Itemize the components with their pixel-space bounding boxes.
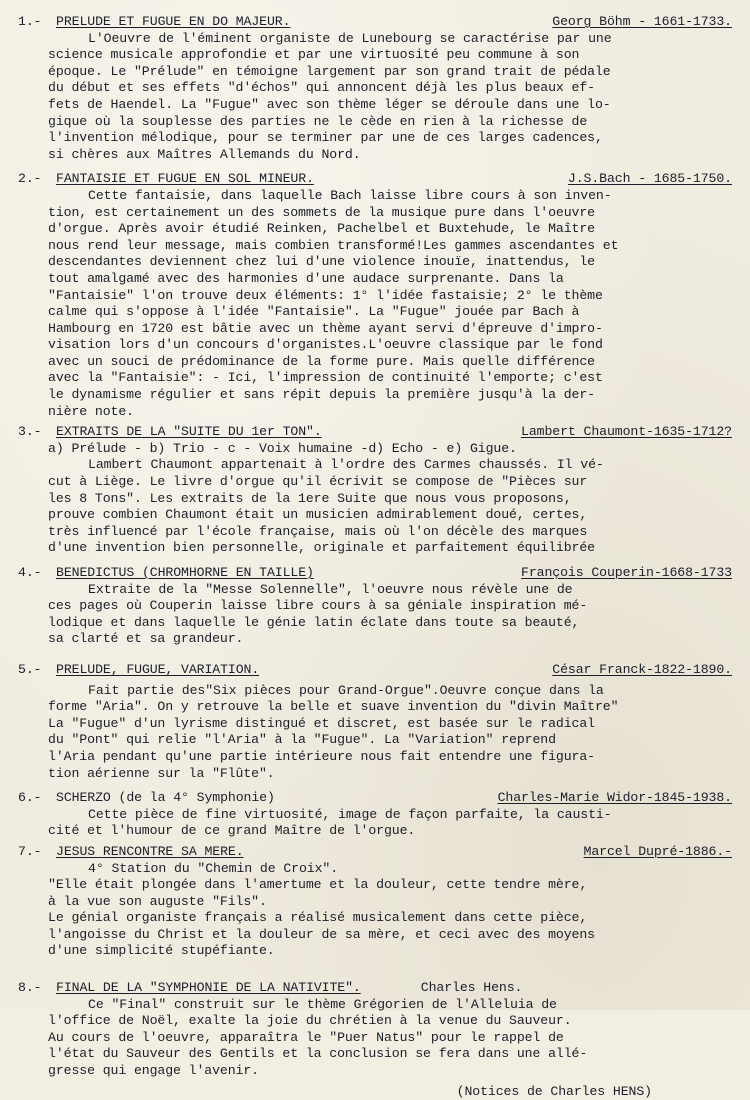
note-line: Le génial organiste français a réalisé musicalement dans cette pièce, xyxy=(48,910,588,926)
item-heading xyxy=(18,844,732,861)
note-line: La "Fugue" d'un lyrisme distingué et discret, est basée sur le radical xyxy=(48,715,595,731)
note-line: gique où la souplesse des parties ne le cède en rien à la richesse de xyxy=(48,113,588,129)
composer-name: Marcel Dupré-1886.- xyxy=(583,843,732,859)
program-notes-sheet xyxy=(18,14,732,1100)
note-line: forme "Aria". On y retrouve la belle et suave invention du "divin Maître" xyxy=(48,699,619,715)
item-notes xyxy=(18,807,732,840)
note-line: les 8 Tons". Les extraits de la 1ere Suite que nous vous proposons, xyxy=(48,490,572,506)
item-number: 6.- xyxy=(18,790,42,806)
note-line: tout amalgamé avec des harmonies d'une audace surprenante. Dans la xyxy=(48,270,564,286)
composer-name: Charles Hens. xyxy=(420,980,523,996)
program-item-3 xyxy=(18,424,732,557)
note-line: cut à Liège. Le livre d'orgue qu'il écrivit se compose de "Pièces sur xyxy=(48,474,588,490)
note-line: Lambert Chaumont appartenait à l'ordre des Carmes chaussés. Il vé- xyxy=(88,457,604,473)
item-notes xyxy=(18,441,732,557)
note-line: Ce "Final" construit sur le thème Grégorien de l'Alleluia de xyxy=(88,996,557,1012)
note-line: d'une simplicité stupéfiante. xyxy=(48,943,275,959)
piece-title: PRELUDE, FUGUE, VARIATION. xyxy=(56,661,260,677)
note-line: l'Aria pendant qu'une partie intérieure nous fait entendre une figura- xyxy=(48,748,595,764)
item-number: 3.- xyxy=(18,424,42,440)
item-heading xyxy=(18,565,732,582)
note-line: le dynamisme régulier et sans répit depuis la première jusqu'à la der- xyxy=(48,387,595,403)
note-line: calme qui s'oppose à l'idée "Fantaisie". La "Fugue" jouée par Bach à xyxy=(48,304,580,320)
note-line: Hambourg en 1720 est bâtie avec un thème ayant servi d'épreuve d'impro- xyxy=(48,320,603,336)
item-heading xyxy=(18,171,732,188)
item-number: 2.- xyxy=(18,171,42,187)
program-item-6 xyxy=(18,790,732,840)
note-line: L'Oeuvre de l'éminent organiste de Lunebourg se caractérise par une xyxy=(88,30,612,46)
piece-title: SCHERZO (de la 4° Symphonie) xyxy=(56,790,275,806)
movement-list: a) Prélude - b) Trio - c - Voix humaine -d) Echo - e) Gigue. xyxy=(48,440,517,456)
note-line: nière note. xyxy=(48,403,134,419)
note-line: si chères aux Maîtres Allemands du Nord. xyxy=(48,146,361,162)
note-line: ces pages où Couperin laisse libre cours à sa géniale inspiration mé- xyxy=(48,598,588,614)
item-notes xyxy=(18,861,732,961)
note-line: d'une invention bien personnelle, originale et parfaitement équilibrée xyxy=(48,540,595,556)
note-line: Au cours de l'oeuvre, apparaîtra le "Puer Natus" pour le rappel de xyxy=(48,1029,564,1045)
note-line: avec un souci de prédominance de la forme pure. Mais quelle différence xyxy=(48,353,595,369)
note-line: époque. Le "Prélude" en témoigne largement par son grand trait de pédale xyxy=(48,63,611,79)
note-line: l'office de Noël, exalte la joie du chrétien à la venue du Sauveur. xyxy=(48,1013,572,1029)
note-line: science musicale approfondie et par une virtuosité peu commune à son xyxy=(48,47,580,63)
note-line: l'angoisse du Christ et la douleur de sa mère, et ceci avec des moyens xyxy=(48,926,595,942)
note-line: Fait partie des"Six pièces pour Grand-Orgue".Oeuvre conçue dans la xyxy=(88,682,604,698)
note-line: du début et ses effets "d'échos" qui annoncent déjà les plus beaux ef- xyxy=(48,80,595,96)
program-item-7 xyxy=(18,844,732,960)
note-line: "Fantaisie" l'on trouve deux éléments: 1° l'idée fastaisie; 2° le thème xyxy=(48,287,603,303)
station-line: 4° Station du "Chemin de Croix". xyxy=(88,860,339,876)
notes-credit: (Notices de Charles HENS) xyxy=(456,1083,652,1099)
program-item-1 xyxy=(18,14,732,163)
note-line: prouve combien Chaumont était un musicien admirablement doué, certes, xyxy=(48,507,588,523)
item-notes xyxy=(18,582,732,648)
note-line: l'état du Sauveur des Gentils et la conclusion se fera dans une allé- xyxy=(48,1046,588,1062)
composer-name: Georg Böhm - 1661-1733. xyxy=(552,14,732,29)
item-notes xyxy=(18,683,732,783)
composer-name: J.S.Bach - 1685-1750. xyxy=(567,171,732,187)
item-notes xyxy=(18,997,732,1080)
note-line: "Elle était plongée dans l'amertume et la douleur, cette tendre mère, xyxy=(48,877,588,893)
note-line: l'invention mélodique, pour se terminer par une de ces larges cadences, xyxy=(48,130,603,146)
note-line: tion aérienne sur la "Flûte". xyxy=(48,765,275,781)
note-line: Extraite de la "Messe Solennelle", l'oeuvre nous révèle une de xyxy=(88,581,573,597)
composer-name: François Couperin-1668-1733 xyxy=(521,565,732,580)
item-heading xyxy=(18,14,732,31)
item-heading xyxy=(18,980,732,997)
program-item-5 xyxy=(18,662,732,782)
item-notes xyxy=(18,188,732,420)
note-line: fets de Haendel. La "Fugue" avec son thème léger se déroule dans une lo- xyxy=(48,96,611,112)
program-item-2 xyxy=(18,171,732,420)
piece-title: FINAL DE LA "SYMPHONIE DE LA NATIVITE". xyxy=(56,980,361,996)
item-heading xyxy=(18,662,732,679)
item-number: 4.- xyxy=(18,565,42,580)
composer-name: Lambert Chaumont-1635-1712? xyxy=(521,424,732,440)
item-number: 1.- xyxy=(18,14,42,29)
item-number: 5.- xyxy=(18,661,42,677)
note-line: Cette fantaisie, dans laquelle Bach laisse libre cours à son inven- xyxy=(88,187,612,203)
item-number: 7.- xyxy=(18,843,42,859)
note-line: lodique et dans laquelle le génie latin éclate dans toute sa beauté, xyxy=(48,614,580,630)
note-line: gresse qui engage l'avenir. xyxy=(48,1063,259,1079)
note-line: avec la "Fantaisie": - Ici, l'impression de continuité l'emporte; c'est xyxy=(48,370,603,386)
program-item-4 xyxy=(18,565,732,648)
composer-name: Charles-Marie Widor-1845-1938. xyxy=(497,790,732,806)
note-line: Cette pièce de fine virtuosité, image de façon parfaite, la causti- xyxy=(88,806,612,822)
item-notes xyxy=(18,31,732,164)
piece-title: FANTAISIE ET FUGUE EN SOL MINEUR. xyxy=(56,171,314,187)
note-line: très influencé par l'école française, mais où l'on décèle des marques xyxy=(48,523,588,539)
note-line: du "Pont" qui relie "l'Aria" à la "Fugue". La "Variation" reprend xyxy=(48,732,556,748)
note-line: visation lors d'un concours d'organistes.L'oeuvre classique par le fond xyxy=(48,337,603,353)
note-line: nous rend leur message, mais combien transformé!Les gammes ascendantes et xyxy=(48,237,619,253)
item-heading xyxy=(18,424,732,441)
piece-title: JESUS RENCONTRE SA MERE. xyxy=(56,843,244,859)
note-line: sa clarté et sa grandeur. xyxy=(48,631,244,647)
note-line: descendantes deviennent chez lui d'une violence inouïe, inattendus, le xyxy=(48,254,595,270)
piece-title: EXTRAITS DE LA "SUITE DU 1er TON". xyxy=(56,424,322,440)
note-line: cité et l'humour de ce grand Maître de l'orgue. xyxy=(48,823,416,839)
note-line: d'orgue. Après avoir étudié Reinken, Pachelbel et Buxtehude, le Maître xyxy=(48,221,595,237)
piece-title: BENEDICTUS (CHROMHORNE EN TAILLE) xyxy=(56,565,314,580)
item-number: 8.- xyxy=(18,980,42,996)
note-line: à la vue son auguste "Fils". xyxy=(48,893,267,909)
note-line: tion, est certainement un des sommets de la musique pure dans l'oeuvre xyxy=(48,204,595,220)
piece-title: PRELUDE ET FUGUE EN DO MAJEUR. xyxy=(56,14,291,29)
program-item-8 xyxy=(18,980,732,1080)
item-heading xyxy=(18,790,732,807)
composer-name: César Franck-1822-1890. xyxy=(552,661,732,677)
